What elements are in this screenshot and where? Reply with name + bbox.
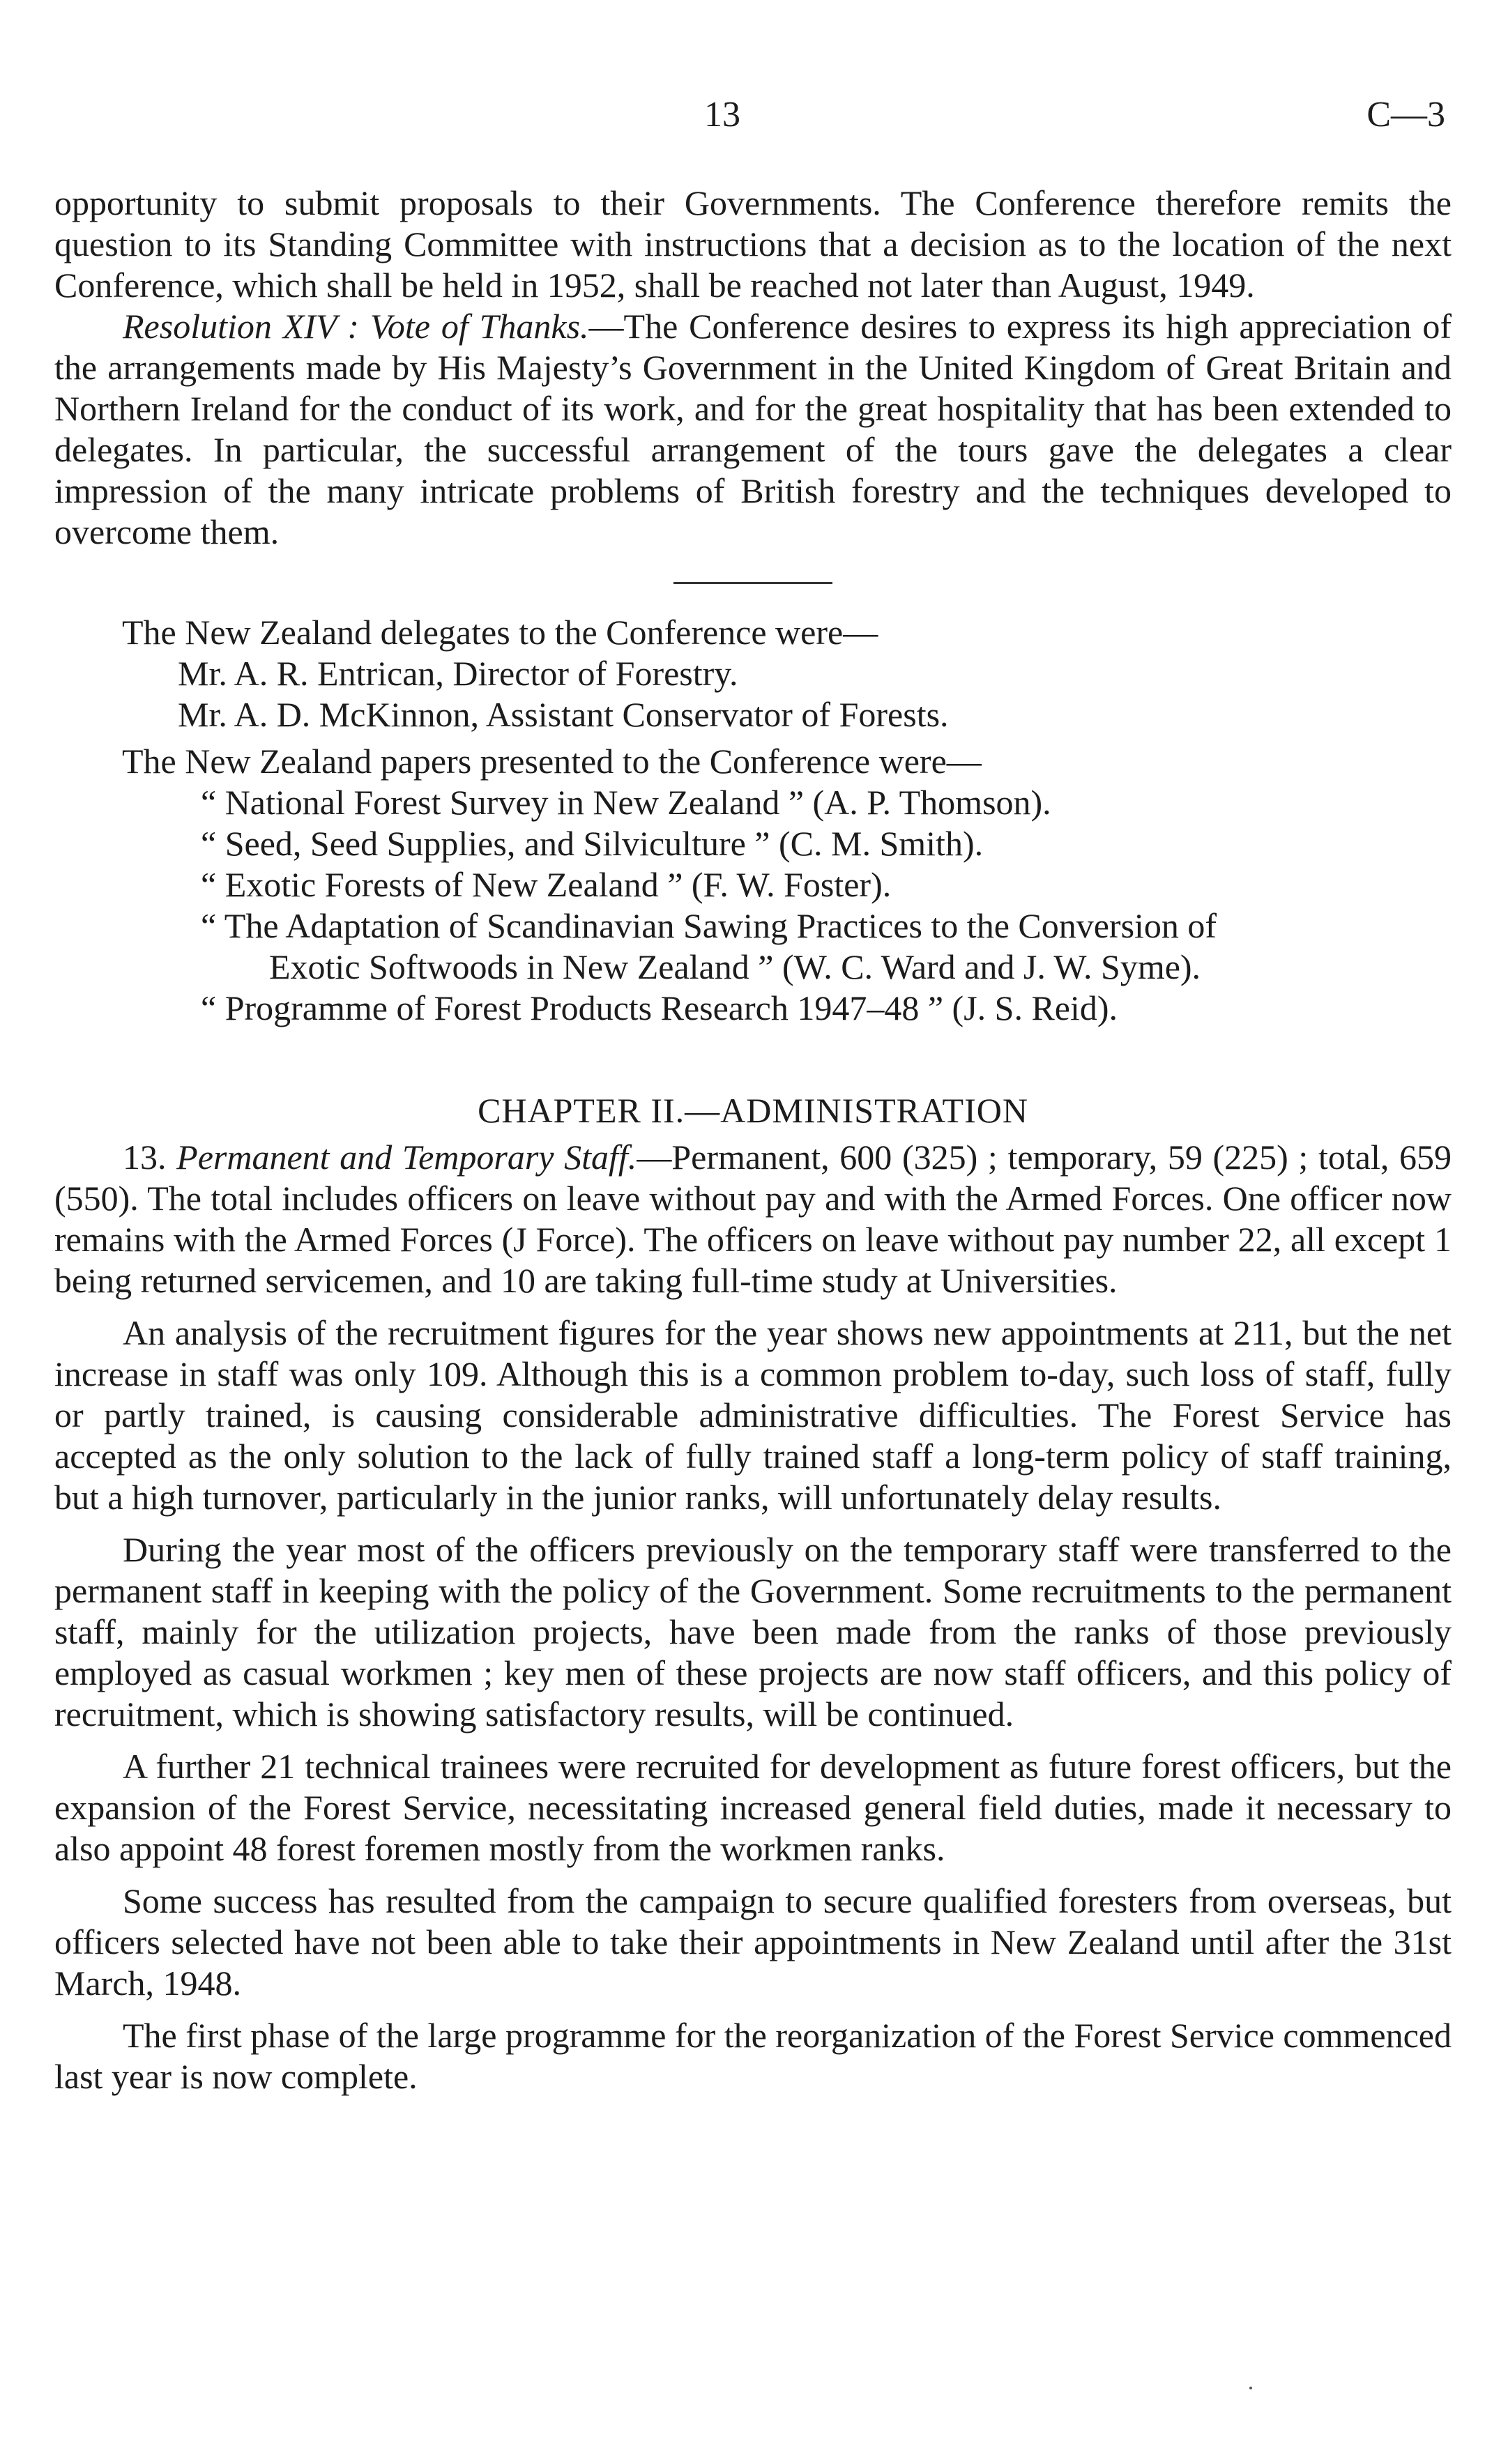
section-text: —Permanent, 600 (325) ; temporary, 59 (225) ; total, 659 (550). The total includes officers on leave without pay and with the Armed Forces. One officer now remains with the Armed Forces (J Force). The officers on leave without pay number 22, all except 1 being returned servicemen, and 10 are taking full-time study at Universities.: [54, 1138, 1452, 1300]
page-body: [54, 183, 1452, 2097]
section-number: 13.: [123, 1138, 167, 1177]
document-code: C—3: [1366, 95, 1445, 135]
paper-item: “ The Adaptation of Scandinavian Sawing Practices to the Conversion of: [201, 906, 1217, 945]
paper-item: “ Exotic Forests of New Zealand ” (F. W. Foster).: [201, 865, 892, 904]
print-speck: [1249, 2387, 1252, 2389]
resolution-text: —The Conference desires to express its high appreciation of the arrangements made by His Majesty’s Government in the United Kingdom of Great Britain and Northern Ireland for the conduct of its work, and for the great hospitality that has been extended to delegates. In particular, the successful arrangement of the tours gave the delegates a clear impression of the many intricate problems of British forestry and the techniques developed to overcome them.: [54, 307, 1452, 551]
body-paragraph: During the year most of the officers previously on the temporary staff were transferred to the permanent staff in keeping with the policy of the Government. Some recruitments to the permanent staff, mainly for the utilization projects, have been made from the ranks of those previously employed as casual workmen ; key men of these projects are now staff officers, and this policy of recruitment, which is showing satisfactory results, will be continued.: [54, 1530, 1452, 1734]
delegates-block: [54, 612, 1452, 735]
chapter-heading: CHAPTER II.—ADMINISTRATION: [478, 1091, 1028, 1130]
section-divider: [673, 582, 832, 584]
section-13-paragraph: [54, 1137, 1452, 1301]
resolution-label: Resolution XIV :: [123, 307, 360, 346]
papers-intro: The New Zealand papers presented to the Conference were—: [122, 742, 982, 781]
body-paragraph: The first phase of the large programme for the reorganization of the Forest Service commenced last year is now complete.: [54, 2016, 1452, 2096]
page-header: [0, 94, 1508, 143]
paper-item: “ Programme of Forest Products Research 1947–48 ” (J. S. Reid).: [201, 988, 1118, 1027]
papers-block: [54, 741, 1452, 1029]
paper-item: “ Seed, Seed Supplies, and Silviculture ” (C. M. Smith).: [201, 824, 984, 863]
resolution-subject: Vote of Thanks.: [370, 307, 589, 346]
body-paragraph: Some success has resulted from the campaign to secure qualified foresters from overseas, but officers selected have not been able to take their appointments in New Zealand until after the 31st March, 1948.: [54, 1881, 1452, 2003]
continuation-paragraph: opportunity to submit proposals to their Governments. The Conference therefore remits the question to its Standing Committee with instructions that a decision as to the location of the next Conference, which shall be held in 1952, shall be reached not later than August, 1949.: [54, 183, 1452, 305]
page-number: 13: [704, 95, 740, 135]
body-paragraph: A further 21 technical trainees were recruited for development as future forest officers, but the expansion of the Forest Service, necessitating increased general field duties, made it necessary to also appoint 48 forest foremen mostly from the workmen ranks.: [54, 1747, 1452, 1868]
delegate-name: Mr. A. D. McKinnon, Assistant Conservator of Forests.: [178, 695, 949, 734]
delegate-name: Mr. A. R. Entrican, Director of Forestry.: [178, 654, 738, 693]
resolution-paragraph: [54, 306, 1452, 553]
paper-item: “ National Forest Survey in New Zealand ” (A. P. Thomson).: [201, 783, 1051, 822]
delegates-intro: The New Zealand delegates to the Conference were—: [122, 613, 878, 652]
section-heading: Permanent and Temporary Staff.: [176, 1138, 637, 1177]
paper-item-continuation: Exotic Softwoods in New Zealand ” (W. C. Ward and J. W. Syme).: [269, 947, 1201, 986]
body-paragraph: An analysis of the recruitment figures for the year shows new appointments at 211, but the net increase in staff was only 109. Although this is a common problem to-day, such loss of staff, fully or partly trained, is causing considerable administrative difficulties. The Forest Service has accepted as the only solution to the lack of fully trained staff a long-term policy of staff training, but a high turnover, particularly in the junior ranks, will unfortunately delay results.: [54, 1313, 1452, 1517]
